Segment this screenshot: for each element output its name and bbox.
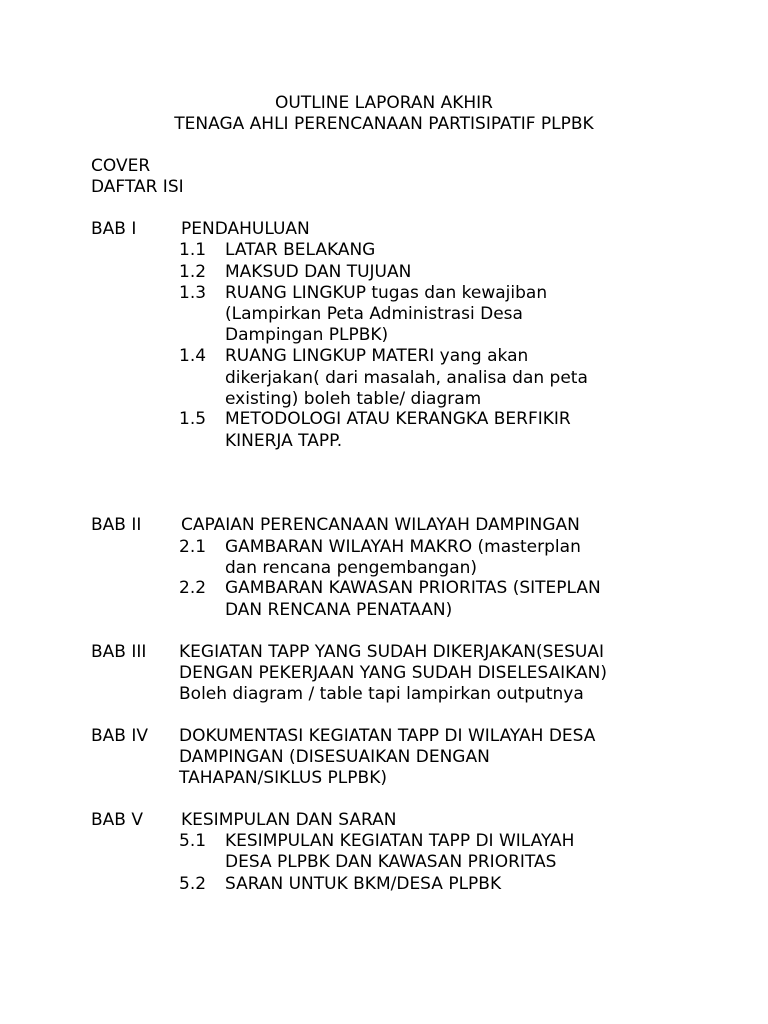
item-text: DESA PLPBK DAN KAWASAN PRIORITAS — [225, 852, 557, 872]
bab-3-text: KEGIATAN TAPP YANG SUDAH DIKERJAKAN(SESUAI — [179, 642, 605, 662]
item-text: dikerjakan( dari masalah, analisa dan peta — [225, 368, 588, 388]
document-title-line-1: OUTLINE LAPORAN AKHIR — [275, 93, 493, 113]
bab-4-label: BAB IV — [91, 726, 149, 746]
bab-1-label: BAB I — [91, 219, 137, 239]
bab-3-label: BAB III — [91, 642, 147, 662]
item-text: SARAN UNTUK BKM/DESA PLPBK — [225, 874, 502, 894]
bab-5-heading: KESIMPULAN DAN SARAN — [181, 810, 397, 830]
item-text: dan rencana pengembangan) — [225, 558, 478, 578]
item-number: 2.1 — [179, 537, 207, 557]
item-text: KESIMPULAN KEGIATAN TAPP DI WILAYAH — [225, 831, 575, 851]
item-text: KINERJA TAPP. — [225, 431, 343, 451]
item-text: LATAR BELAKANG — [225, 240, 376, 260]
item-text: DAN RENCANA PENATAAN) — [225, 600, 453, 620]
item-text: existing) boleh table/ diagram — [225, 389, 482, 409]
item-text: RUANG LINGKUP MATERI yang akan — [225, 346, 529, 366]
item-number: 1.5 — [179, 409, 207, 429]
bab-3-text: DENGAN PEKERJAAN YANG SUDAH DISELESAIKAN) — [179, 663, 607, 683]
item-text: GAMBARAN KAWASAN PRIORITAS (SITEPLAN — [225, 578, 601, 598]
item-text: METODOLOGI ATAU KERANGKA BERFIKIR — [225, 409, 571, 429]
item-number: 5.2 — [179, 874, 207, 894]
item-text: RUANG LINGKUP tugas dan kewajiban — [225, 283, 548, 303]
cover-entry: COVER — [91, 156, 151, 176]
item-text: (Lampirkan Peta Administrasi Desa — [225, 304, 523, 324]
bab-4-text: TAHAPAN/SIKLUS PLPBK) — [179, 768, 387, 788]
item-number: 1.2 — [179, 262, 207, 282]
item-text: GAMBARAN WILAYAH MAKRO (masterplan — [225, 537, 581, 557]
item-number: 1.3 — [179, 283, 207, 303]
bab-2-heading: CAPAIAN PERENCANAAN WILAYAH DAMPINGAN — [181, 515, 580, 535]
bab-2-label: BAB II — [91, 515, 142, 535]
bab-4-text: DAMPINGAN (DISESUAIKAN DENGAN — [179, 747, 490, 767]
bab-1-heading: PENDAHULUAN — [181, 219, 310, 239]
item-number: 1.1 — [179, 240, 207, 260]
item-number: 5.1 — [179, 831, 207, 851]
toc-entry: DAFTAR ISI — [91, 177, 184, 197]
bab-5-label: BAB V — [91, 810, 143, 830]
item-number: 2.2 — [179, 578, 207, 598]
document-title-line-2: TENAGA AHLI PERENCANAAN PARTISIPATIF PLPBK — [174, 114, 594, 134]
item-text: MAKSUD DAN TUJUAN — [225, 262, 412, 282]
item-text: Dampingan PLPBK) — [225, 325, 389, 345]
item-number: 1.4 — [179, 346, 207, 366]
bab-4-text: DOKUMENTASI KEGIATAN TAPP DI WILAYAH DESA — [179, 726, 596, 746]
bab-3-text: Boleh diagram / table tapi lampirkan outputnya — [179, 684, 584, 704]
